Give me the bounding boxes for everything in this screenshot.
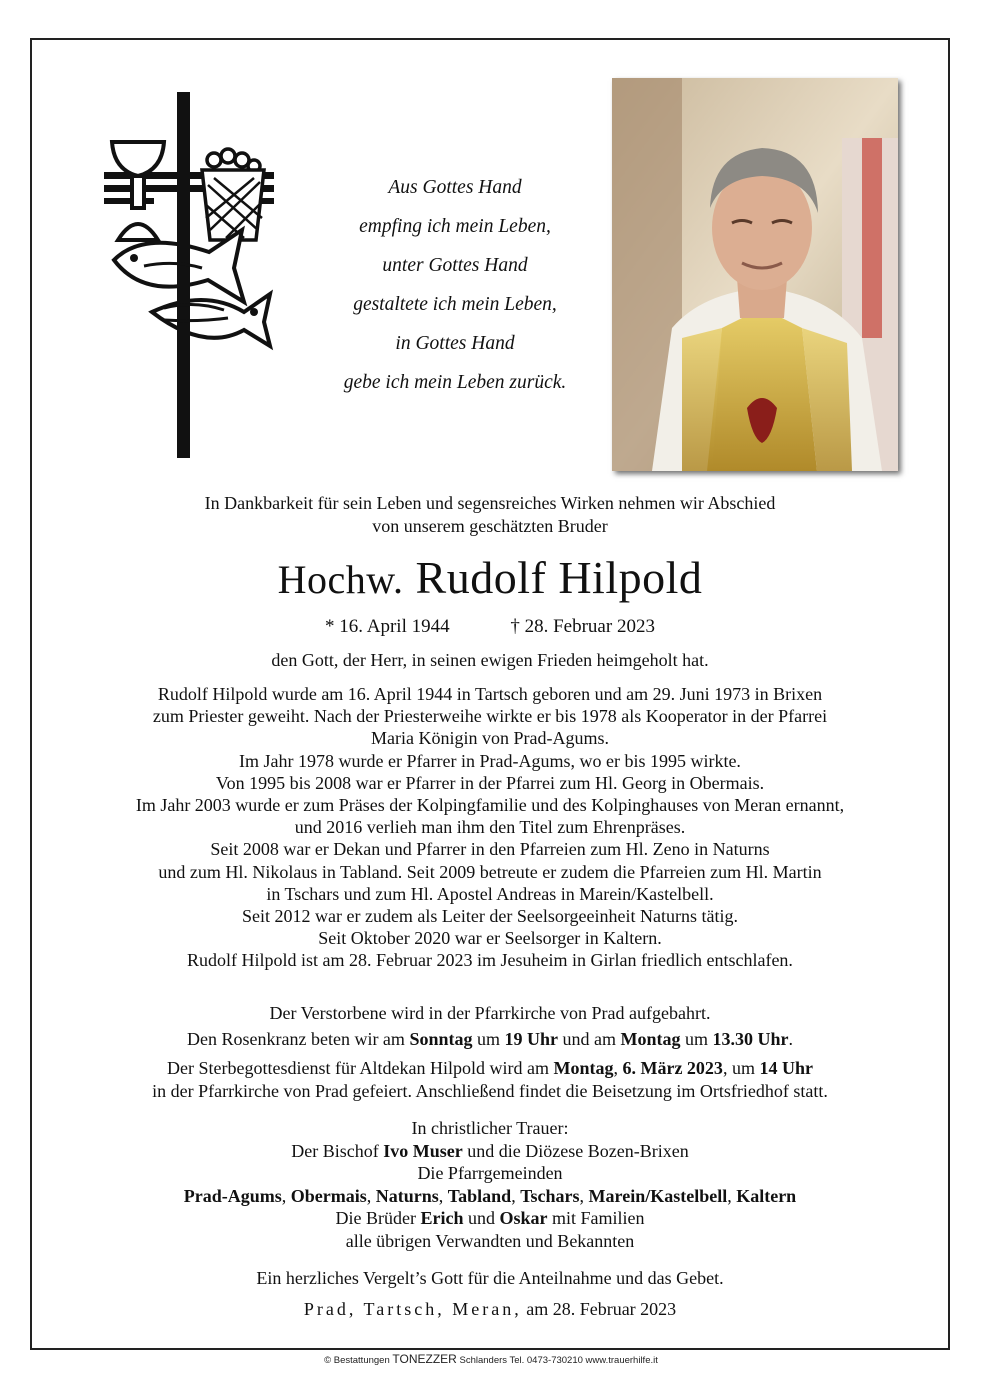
trauer-part: und — [463, 1208, 500, 1229]
gottesdienst-part: , um — [722, 1058, 760, 1078]
bio-line: Seit Oktober 2020 war er Seelsorger in Kaltern. — [318, 928, 662, 949]
separator: , — [511, 1185, 521, 1206]
trauer-pfarrgemeinden: Die Pfarrgemeinden — [417, 1163, 563, 1184]
poem-line: unter Gottes Hand — [382, 255, 528, 276]
bio-line: Rudolf Hilpold ist am 28. Februar 2023 im Jesuheim in Girlan friedlich entschlafen. — [187, 950, 793, 971]
bio-line: und 2016 verlieh man ihm den Titel zum Ehrenpräses. — [294, 817, 686, 838]
trauer-part: und die Diözese Bozen-Brixen — [462, 1140, 689, 1161]
bio-line: Seit 2008 war er Dekan und Pfarrer in den Pfarreien zum Hl. Zeno in Naturns — [210, 839, 770, 860]
deceased-name — [40, 550, 940, 608]
rosenkranz-text — [40, 1028, 940, 1051]
gottesdienst-time: 14 Uhr — [759, 1058, 813, 1078]
footer-credit — [0, 1352, 982, 1366]
rosenkranz-day-2: Montag — [620, 1029, 681, 1049]
poem-line: empfing ich mein Leben, — [359, 216, 551, 237]
rosenkranz-part: und am — [557, 1029, 621, 1049]
gottesdienst-line-1 — [40, 1057, 940, 1080]
gottesdienst-day: Montag — [553, 1058, 614, 1078]
trauer-bischof — [40, 1140, 940, 1163]
bio-line: Im Jahr 2003 wurde er zum Präses der Kolpingfamilie und des Kolpinghauses von Meran ernannt, — [135, 795, 845, 816]
gottesdienst-text — [40, 1057, 940, 1103]
brother-name: Oskar — [499, 1208, 548, 1229]
death-date: † 28. Februar 2023 — [510, 616, 655, 637]
rosenkranz-part: um — [680, 1029, 713, 1049]
poem — [300, 168, 610, 402]
bio-line: Von 1995 bis 2008 war er Pfarrer in der Pfarrei zum Hl. Georg in Obermais. — [215, 772, 765, 793]
bio-line: in Tschars und zum Hl. Apostel Andreas in Marein/Kastelbell. — [266, 883, 714, 904]
place-and-date — [40, 1298, 940, 1321]
separator: , — [727, 1185, 737, 1206]
poem-line: Aus Gottes Hand — [388, 177, 522, 198]
trauer-verwandte: alle übrigen Verwandten und Bekannten — [345, 1230, 635, 1251]
place-name: Prad-Agums — [183, 1185, 282, 1206]
mourners-list — [40, 1117, 940, 1253]
poem-line: gebe ich mein Leben zurück. — [343, 372, 567, 393]
separator: , — [281, 1185, 291, 1206]
intro-line: In Dankbarkeit für sein Leben und segensreiches Wirken nehmen wir Abschied — [204, 493, 776, 513]
birth-date: * 16. April 1944 — [325, 616, 450, 637]
rosenkranz-time-2: 13.30 Uhr — [712, 1029, 789, 1049]
intro-line: von unserem geschätzten Bruder — [372, 516, 608, 536]
bio-line: Rudolf Hilpold wurde am 16. April 1944 in Tartsch geboren und am 29. Juni 1973 in Brixen — [157, 684, 823, 704]
trauer-heading: In christlicher Trauer: — [411, 1118, 569, 1138]
notice-date: am 28. Februar 2023 — [521, 1299, 677, 1319]
rosenkranz-day-1: Sonntag — [409, 1029, 473, 1049]
name-title: Hochw. — [277, 557, 404, 602]
gottesdienst-part: Der Sterbegottesdienst für Altdekan Hilpold wird am — [167, 1058, 554, 1078]
place-name: Naturns — [375, 1185, 439, 1206]
biography — [40, 683, 940, 972]
trauer-brueder — [40, 1207, 940, 1230]
footer-brand: TONEZZER — [392, 1352, 457, 1366]
bischof-name: Ivo Muser — [383, 1140, 463, 1161]
gottesdienst-line-2: in der Pfarrkirche von Prad gefeiert. Anschließend findet die Beisetzung im Ortsfriedhof statt. — [152, 1081, 828, 1101]
footer-prefix: © Bestattungen — [324, 1355, 393, 1366]
thanks-text: Ein herzliches Vergelt’s Gott für die Anteilnahme und das Gebet. — [256, 1268, 724, 1288]
name-full: Rudolf Hilpold — [415, 552, 703, 603]
poem-line: gestaltete ich mein Leben, — [353, 294, 557, 315]
bio-line: Seit 2012 war er zudem als Leiter der Seelsorgeeinheit Naturns tätig. — [241, 906, 738, 927]
brother-name: Erich — [420, 1208, 464, 1229]
place-name: Tschars — [520, 1185, 580, 1206]
place-name: Marein/Kastelbell — [588, 1185, 728, 1206]
place-name: Obermais — [290, 1185, 367, 1206]
portrait-photo — [612, 78, 898, 471]
rosenkranz-part: . — [788, 1029, 793, 1049]
bio-line: zum Priester geweiht. Nach der Priesterweihe wirkte er bis 1978 als Kooperator in der Pfarrei — [152, 706, 828, 727]
rosenkranz-part: um — [472, 1029, 505, 1049]
cross-with-chalice-and-fish-icon — [104, 90, 274, 460]
separator: , — [438, 1185, 448, 1206]
life-dates — [40, 614, 940, 640]
poem-line: in Gottes Hand — [395, 333, 515, 354]
trauer-part: mit Familien — [547, 1208, 645, 1229]
place-name: Tabland — [447, 1185, 512, 1206]
aufbahrung-text: Der Verstorbene wird in der Pfarrkirche von Prad aufgebahrt. — [269, 1003, 711, 1023]
trauer-places — [40, 1185, 940, 1208]
separator: , — [579, 1185, 589, 1206]
rosenkranz-part: Den Rosenkranz beten wir am — [187, 1029, 410, 1049]
separator: , — [366, 1185, 376, 1206]
frieden-text: den Gott, der Herr, in seinen ewigen Frieden heimgeholt hat. — [271, 650, 709, 670]
bio-line: Im Jahr 1978 wurde er Pfarrer in Prad-Agums, wo er bis 1995 wirkte. — [239, 750, 741, 771]
trauer-part: Die Brüder — [335, 1208, 421, 1229]
trauer-part: Der Bischof — [291, 1140, 384, 1161]
bio-line: und zum Hl. Nikolaus in Tabland. Seit 2009 betreute er zudem die Pfarreien zum Hl. Martin — [158, 861, 822, 882]
place-name: Kaltern — [736, 1185, 797, 1206]
bio-line: Maria Königin von Prad-Agums. — [371, 728, 609, 749]
gottesdienst-date: 6. März 2023 — [622, 1058, 723, 1078]
rosenkranz-time-1: 19 Uhr — [504, 1029, 558, 1049]
intro-text — [40, 492, 940, 538]
gottesdienst-part: , — [613, 1058, 623, 1078]
footer-contact: Schlanders Tel. 0473-730210 www.trauerhilfe.it — [456, 1355, 658, 1366]
places-spaced: Prad, Tartsch, Meran, — [303, 1299, 522, 1319]
